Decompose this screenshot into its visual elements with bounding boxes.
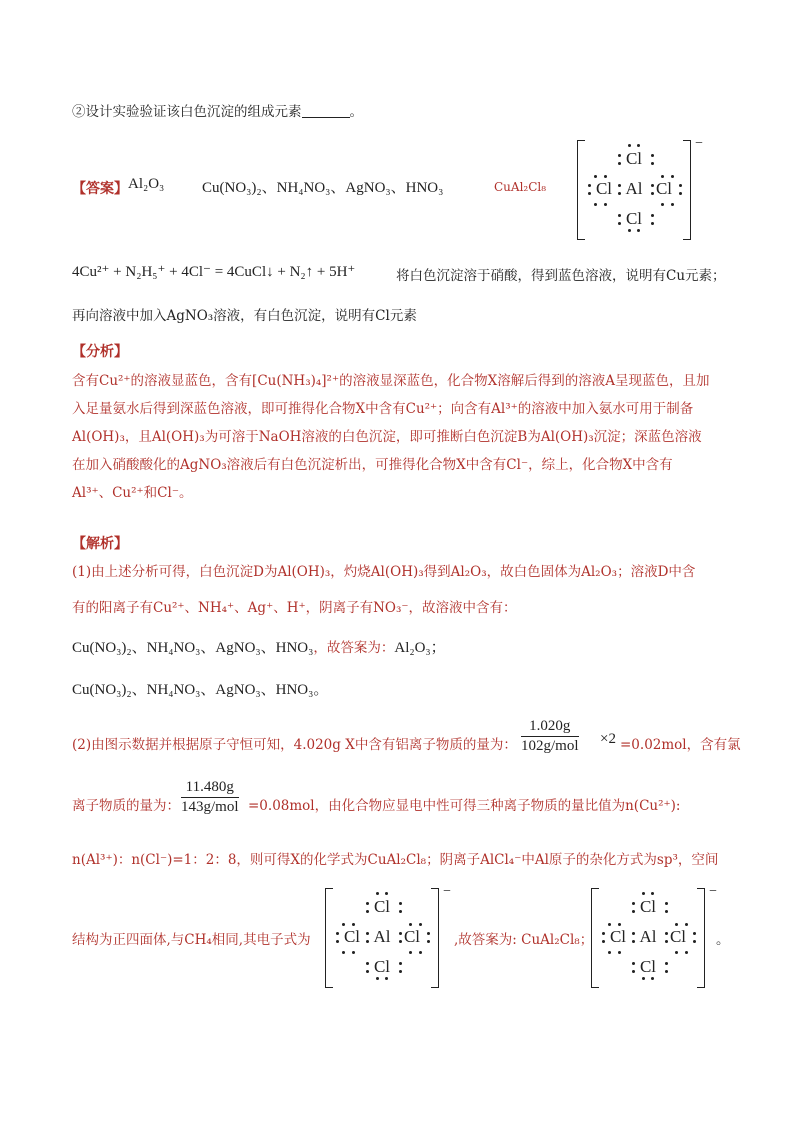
q2-prompt-text: ②设计实验验证该白色沉淀的组成元素 [72,104,302,120]
ligand-top: Cl [373,897,391,916]
answer-equation: 4Cu²⁺ + N₂H₅⁺ + 4Cl⁻ = 4CuCl↓ + N₂↑ + 5H⁺ [72,264,356,280]
ligand-right: Cl [403,927,421,946]
q2-end: 。 [349,104,363,120]
ligand-top: Cl [625,149,643,168]
analysis-line: Al³⁺、Cu²⁺和Cl⁻。 [72,485,193,501]
center-atom: Al [625,179,643,198]
electron-formula-answer [577,136,703,238]
ligand-right: Cl [655,179,673,198]
charge-sign: − [443,884,451,899]
fraction-numerator: 1.020g [521,718,579,737]
fraction-denominator: 143g/mol [181,799,239,815]
ligand-bottom: Cl [639,957,657,976]
analysis-line: 入足量氨水后得到深蓝色溶液，即可推得化合物X中含有Cu²⁺；向含有Al³⁺的溶液中加入氨水可用于制备 [72,401,694,417]
answer-verify-1: 将白色沉淀溶于硝酸，得到蓝色溶液，说明有Cu元素； [396,268,726,284]
analysis-line: 在加入硝酸酸化的AgNO₃溶液后有白色沉淀析出，可推得化合物X中含有Cl⁻，综上，化合物X中含有 [72,457,673,473]
fraction-aluminium [521,718,579,755]
analysis-line: 含有Cu²⁺的溶液显蓝色，含有[Cu(NH₃)₄]²⁺的溶液显深蓝色，化合物X溶解后得到的溶液A呈现蓝色，且加 [72,373,710,389]
ligand-left: Cl [609,927,627,946]
formula-list: Cu(NO₃)₂、NH₄NO₃、AgNO₃、HNO₃ [72,640,314,656]
ligand-left: Cl [343,927,361,946]
ligand-bottom: Cl [373,957,391,976]
explanation-p1-line3 [72,636,446,657]
analysis-line: Al(OH)₃，且Al(OH)₃为可溶于NaOH溶液的白色沉淀，即可推断白色沉淀B为Al(OH)₃沉淀；深蓝色溶液 [72,429,702,445]
center-atom: Al [373,927,391,946]
answer-value: Al₂O₃； [394,640,446,656]
explanation-p1-line1: (1)由上述分析可得，白色沉淀D为Al(OH)₃，灼烧Al(OH)₃得到Al₂O₃，故白色固体为Al₂O₃；溶液D中含 [72,564,696,580]
ligand-top: Cl [639,897,657,916]
ligand-left: Cl [595,179,613,198]
explanation-p2-line3: n(Al³⁺)：n(Cl⁻)=1：2：8，则可得X的化学式为CuAl₂Cl₈；阴离子AlCl₄⁻中Al原子的杂化方式为sp³，空间 [72,852,719,868]
explanation-label: 【解析】 [72,536,128,552]
explanation-p2-line4c: 。 [716,932,730,948]
explanation-p1-line4: Cu(NO₃)₂、NH₄NO₃、AgNO₃、HNO₃。 [72,682,329,698]
center-atom: Al [639,927,657,946]
charge-sign: − [709,884,717,899]
explanation-p2-line1c: =0.02mol，含有氯 [620,737,741,753]
answer-a2: Cu(NO₃)₂、NH₄NO₃、AgNO₃、HNO₃ [202,180,444,196]
explanation-p1-line2: 有的阳离子有Cu²⁺、NH₄⁺、Ag⁺、H⁺，阴离子有NO₃⁻，故溶液中含有： [72,600,517,616]
answer-label: 【答案】 [72,181,128,197]
ligand-bottom: Cl [625,209,643,228]
fraction-denominator: 102g/mol [521,738,579,754]
times-two: ×2 [600,731,616,747]
answer-verify-2: 再向溶液中加入AgNO₃溶液，有白色沉淀，说明有Cl元素 [72,308,417,324]
q2-prompt [72,100,363,120]
fraction-chloride [181,779,239,816]
analysis-label: 【分析】 [72,344,128,360]
answer-a3: CuAl₂Cl₈ [494,180,547,194]
fraction-numerator: 11.480g [181,779,239,798]
explanation-p2-line2a: 离子物质的量为： [72,798,180,814]
electron-formula-final [591,884,717,986]
explanation-p2-line2b: =0.08mol，由化合物应显电中性可得三种离子物质的量比值为n(Cu²⁺): [248,798,681,814]
explanation-p2-line4a: 结构为正四面体,与CH₄相同,其电子式为 [72,932,311,948]
analysis-text [72,367,732,507]
explanation-p2-line4b: ,故答案为: CuAl₂Cl₈； [454,932,594,948]
answer-a1: Al₂O₃ [128,176,165,192]
ligand-right: Cl [669,927,687,946]
answer-phrase: ，故答案为： [313,640,395,656]
charge-sign: − [695,136,703,151]
explanation-p2-line1a: (2)由图示数据并根据原子守恒可知，4.020g X中含有铝离子物质的量为： [72,737,517,753]
electron-formula-explanation [325,884,451,986]
answer-blank [302,105,350,118]
